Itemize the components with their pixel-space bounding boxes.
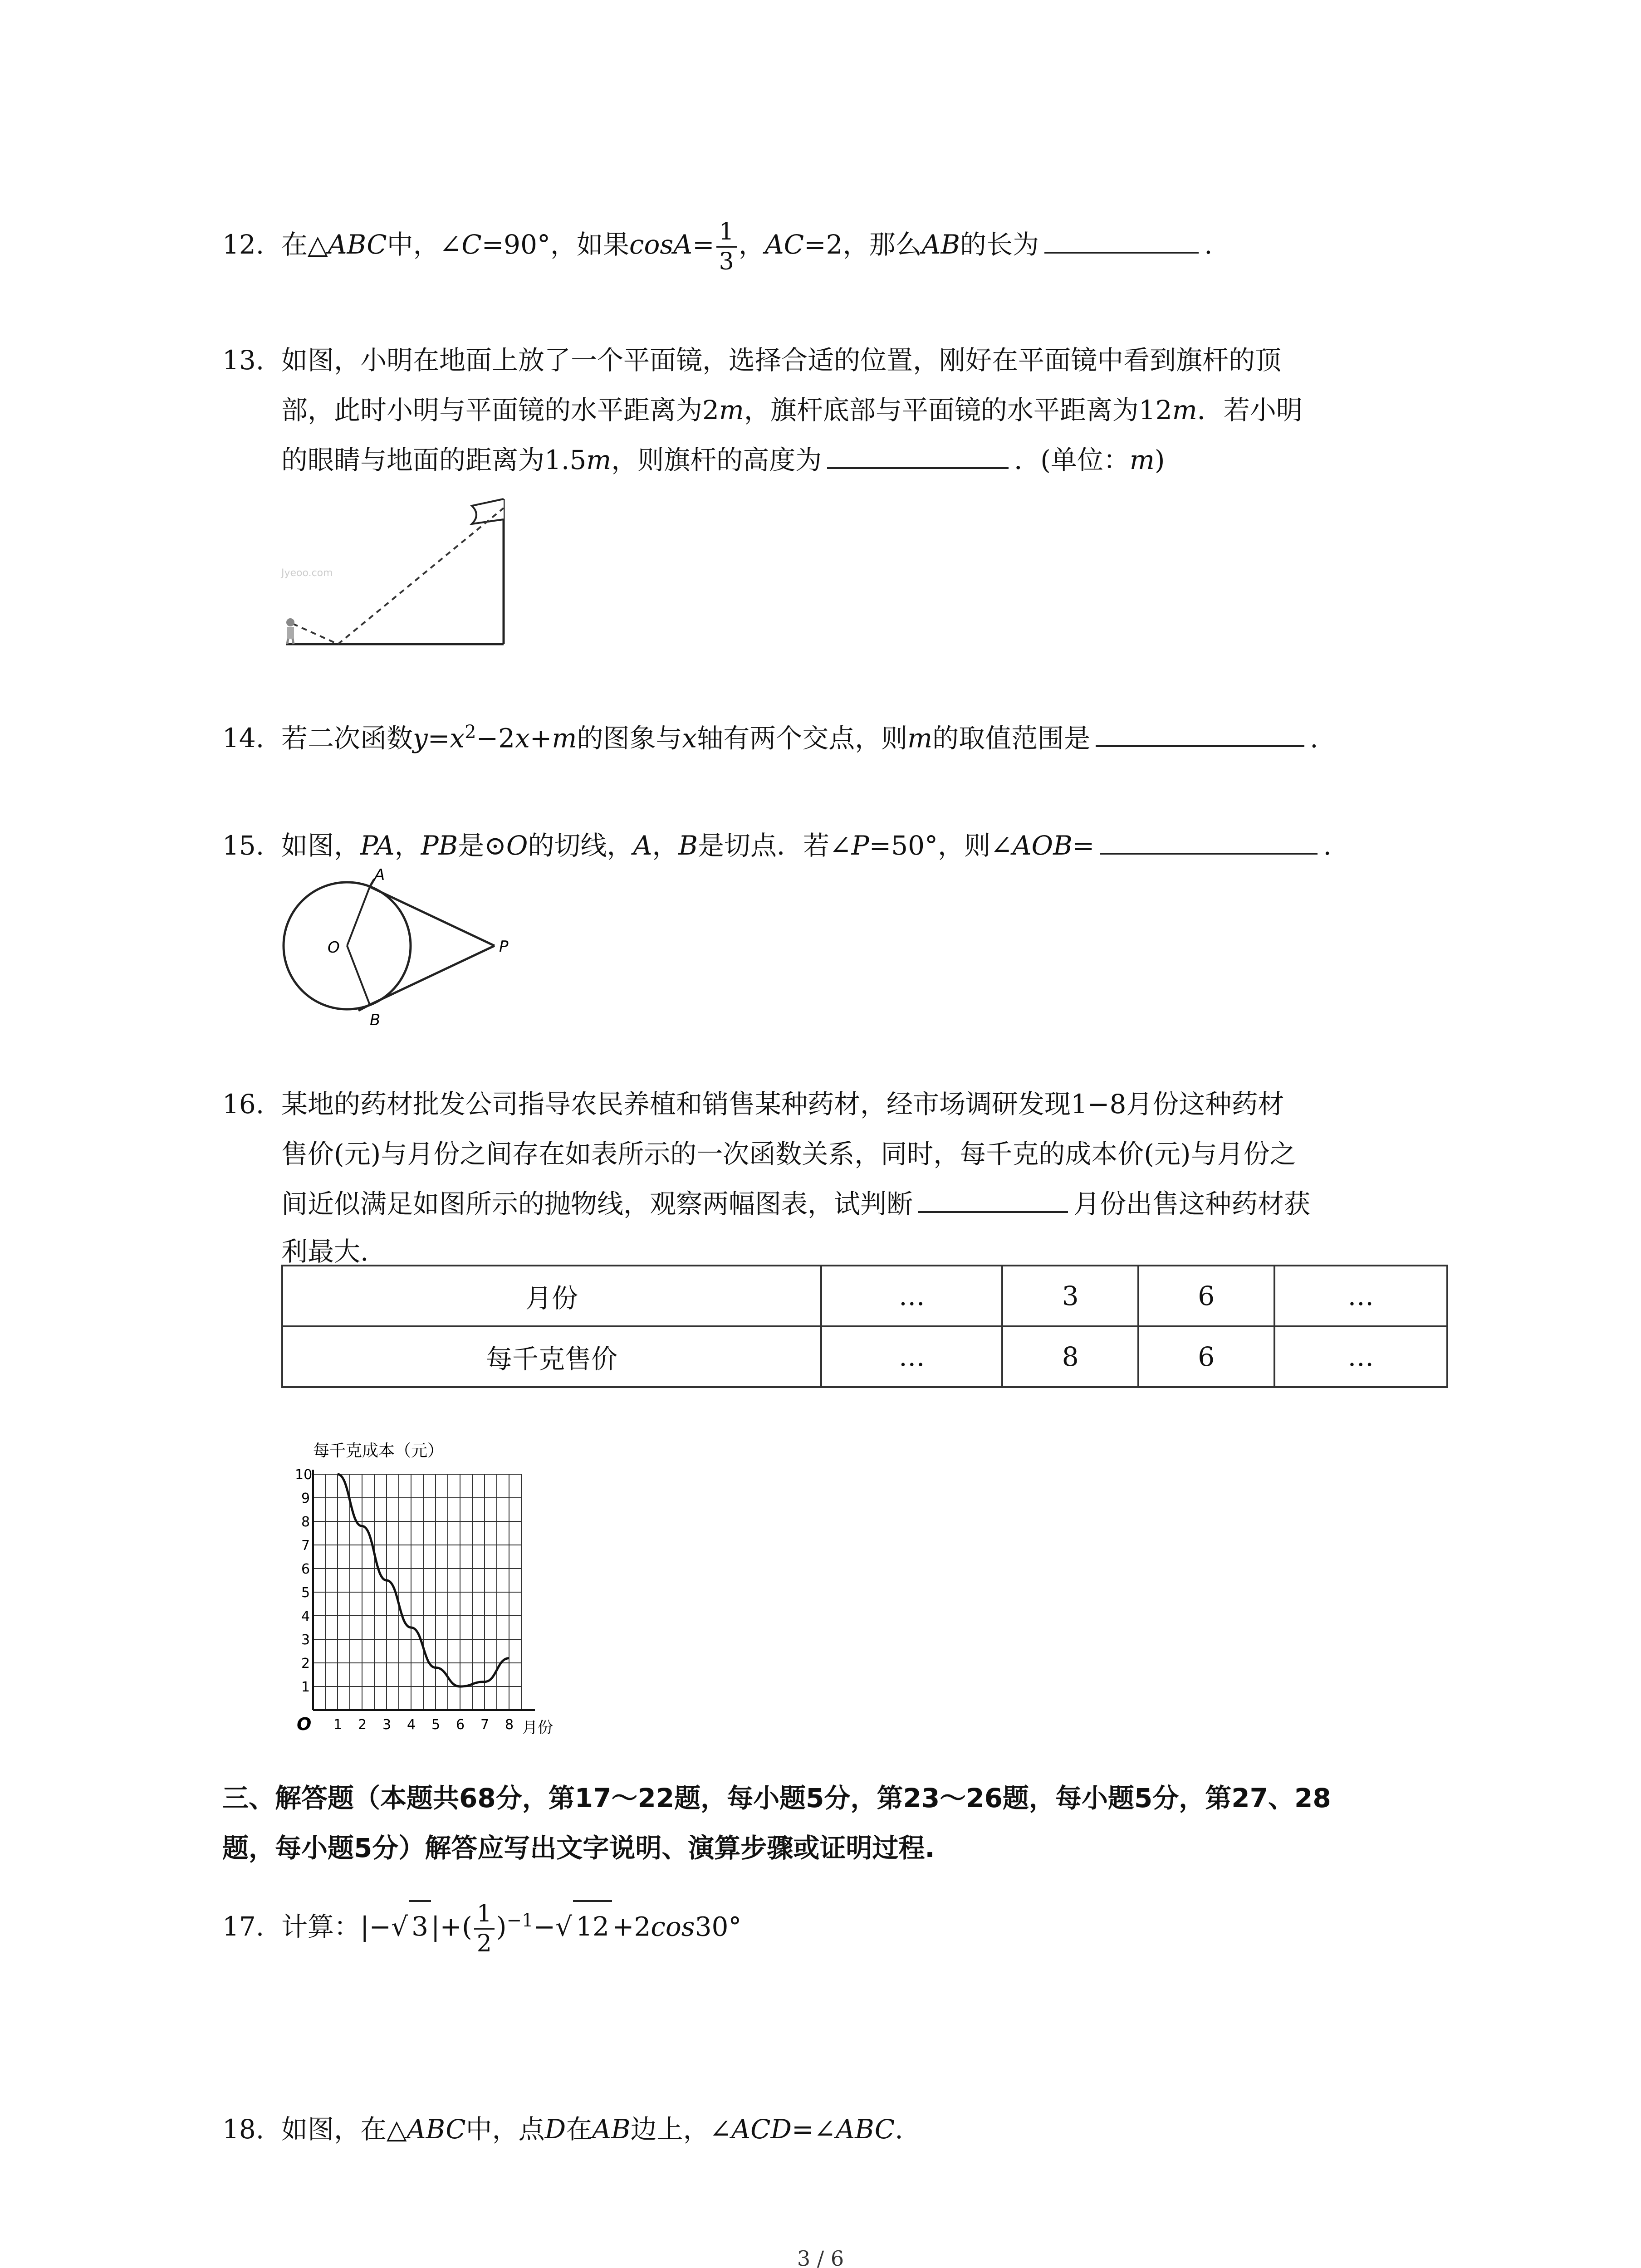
sqrt-3: 3 (409, 1900, 431, 1951)
question-17: 17. 计算：|−√ 3 |+( $\frac{1}{2}$ )$^{-1}$−√ 12 +2cos30° (222, 1900, 742, 1958)
x-tick-label: 1 (333, 1717, 343, 1733)
answer-blank[interactable] (1100, 821, 1318, 855)
table-cell: 月份 (282, 1266, 821, 1326)
circle-tangent-figure (272, 866, 526, 1030)
fraction: $\frac{1}{2}$ (474, 1900, 495, 1958)
person-icon (286, 618, 294, 644)
y-tick-label: 6 (301, 1561, 310, 1577)
question-16-line-2: 售价(元)与月份之间存在如表所示的一次函数关系，同时，每千克的成本价(元)与月份之 (281, 1139, 1296, 1169)
x-tick-label: 5 (431, 1717, 441, 1733)
chart-title: 每千克成本（元） (313, 1442, 444, 1460)
label-b: B (370, 1011, 381, 1029)
answer-blank[interactable] (1096, 714, 1304, 747)
table-cell: 6 (1138, 1266, 1274, 1326)
sight-line-to-flag-top (338, 508, 504, 644)
radius-ob (347, 946, 370, 1005)
y-tick-label: 7 (301, 1538, 310, 1554)
table-cell: 每千克售价 (282, 1326, 821, 1387)
tangent-pa (370, 887, 495, 946)
page-number: 3 / 6 (797, 2246, 844, 2268)
fraction: $\frac{1}{3}$ (716, 218, 737, 276)
label-a: A (374, 866, 385, 884)
chart-grid (313, 1474, 521, 1710)
sight-line-to-mirror (293, 624, 338, 644)
section-3-heading: 三、解答题（本题共68分，第17～22题，每小题5分，第23～26题，每小题5分，第27、28 (222, 1783, 1331, 1813)
y-tick-label: 2 (301, 1656, 310, 1672)
question-13: 13. 如图，小明在地面上放了一个平面镜，选择合适的位置，刚好在平面镜中看到旗杆的顶 (222, 345, 1282, 376)
sqrt-12: 12 (573, 1900, 612, 1951)
question-15: 15. 如图，PA，PB是⊙O的切线，A，B是切点．若∠P=50°，则∠AOB= . (222, 821, 1332, 870)
question-16-line-4: 利最大. (281, 1236, 369, 1267)
table-cell: … (1274, 1266, 1447, 1326)
section-3-heading-line-2: 题，每小题5分）解答应写出文字说明、演算步骤或证明过程. (222, 1833, 935, 1863)
table-cell: … (821, 1266, 1002, 1326)
label-o: O (328, 938, 340, 957)
x-tick-label: 2 (358, 1717, 367, 1733)
y-tick-label: 10 (295, 1467, 313, 1483)
question-16-line-3: 间近似满足如图所示的抛物线，观察两幅图表，试判断 月份出售这种药材获 (281, 1179, 1310, 1228)
chart-ticks (295, 1467, 514, 1733)
y-tick-label: 1 (301, 1679, 310, 1695)
x-axis-label: 月份 (522, 1719, 553, 1737)
answer-blank[interactable] (827, 435, 1009, 469)
table-cell: 6 (1138, 1326, 1274, 1387)
table-cell: … (821, 1326, 1002, 1387)
y-tick-label: 3 (301, 1632, 310, 1648)
flagpole-mirror-figure (272, 481, 526, 662)
table-cell: 3 (1002, 1266, 1138, 1326)
x-tick-label: 4 (407, 1717, 416, 1733)
y-tick-label: 4 (301, 1608, 310, 1624)
label-p: P (499, 938, 509, 956)
table-cell: … (1274, 1326, 1447, 1387)
x-tick-label: 6 (456, 1717, 465, 1733)
question-18: 18. 如图，在△ABC中，点D在AB边上，∠ACD=∠ABC. (222, 2114, 903, 2145)
y-tick-label: 9 (301, 1491, 310, 1506)
question-14: 14. 若二次函数$y=x^2-2x+m$的图象与x轴有两个交点，则m的取值范围是 . (222, 708, 1318, 763)
tangent-pa-extension (370, 879, 374, 887)
chart-axes (313, 1470, 535, 1710)
answer-blank[interactable] (918, 1179, 1068, 1213)
y-tick-label: 8 (301, 1514, 310, 1530)
watermark: Jyeoo.com (281, 567, 333, 579)
cost-chart (272, 1438, 617, 1751)
answer-blank[interactable] (1044, 220, 1199, 254)
x-tick-label: 3 (382, 1717, 392, 1733)
table-cell: 8 (1002, 1326, 1138, 1387)
question-12: 12. 在△ABC中，∠C=90°，如果cosA= $\frac{1}{3}$ ，AC=2，那么AB的长为 . (222, 218, 1213, 275)
table-row (282, 1266, 1447, 1326)
x-tick-label: 7 (480, 1717, 490, 1733)
table-row (282, 1326, 1447, 1387)
origin-label: O (297, 1714, 312, 1734)
question-13-line-2: 部，此时小明与平面镜的水平距离为2m，旗杆底部与平面镜的水平距离为12m．若小明 (281, 395, 1303, 425)
radius-oa (347, 887, 370, 946)
tangent-pb (370, 946, 495, 1005)
question-13-line-3: 的眼睛与地面的距离为1.5m，则旗杆的高度为 ．(单位：m) (281, 435, 1165, 484)
y-tick-label: 5 (301, 1585, 310, 1601)
price-table (281, 1265, 1448, 1388)
question-16: 16. 某地的药材批发公司指导农民养植和销售某种药材，经市场调研发现1−8月份这种药材 (222, 1089, 1284, 1119)
x-tick-label: 8 (505, 1717, 514, 1733)
